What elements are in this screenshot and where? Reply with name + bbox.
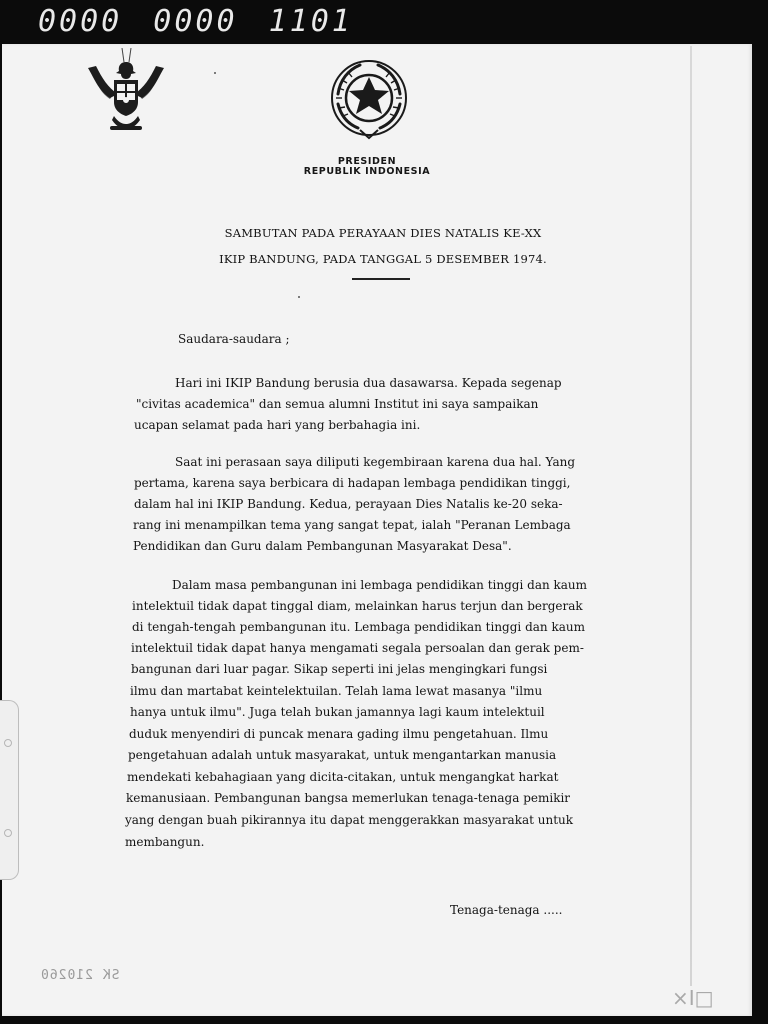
document-title-line-2: IKIP BANDUNG, PADA TANGGAL 5 DESEMBER 1974.	[219, 252, 547, 266]
document-title-line-1: SAMBUTAN PADA PERAYAAN DIES NATALIS KE-XX	[224, 226, 542, 240]
letterhead-line-2: REPUBLIK INDONESIA	[303, 166, 431, 177]
paragraph-line: dalam hal ini IKIP Bandung. Kedua, perayaan Dies Natalis ke-20 seka-	[134, 497, 563, 511]
punch-hole	[4, 739, 12, 747]
paragraph-line: di tengah-tengah pembangunan itu. Lembaga pendidikan tinggi dan kaum	[132, 620, 585, 634]
paragraph-line: Saat ini perasaan saya diliputi kegembiraan karena dua hal. Yang	[175, 455, 576, 469]
paragraph-line: intelektuil tidak dapat tinggal diam, melainkan harus terjun dan bergerak	[132, 599, 583, 613]
paragraph-line: pengetahuan adalah untuk masyarakat, untuk mengantarkan manusia	[128, 748, 557, 762]
paragraph-line: mendekati kebahagiaan yang dicita-citakan, untuk mengangkat harkat	[127, 770, 559, 784]
paragraph-line: bangunan dari luar pagar. Sikap seperti ini jelas mengingkari fungsi	[131, 662, 548, 676]
paragraph-line: rang ini menampilkan tema yang sangat tepat, ialah "Peranan Lembaga	[133, 518, 571, 532]
continuation-catchword: Tenaga-tenaga .....	[450, 903, 563, 917]
paragraph-line: pertama, karena saya berbicara di hadapan lembaga pendidikan tinggi,	[134, 476, 571, 490]
archive-stamp: SK 210260	[40, 968, 120, 983]
binding-tab	[0, 700, 19, 880]
salutation-text: Saudara-saudara ;	[178, 332, 290, 346]
paragraph-line: kemanusiaan. Pembangunan bangsa memerlukan tenaga-tenaga pemikir	[126, 791, 571, 805]
paragraph-line: Pendidikan dan Guru dalam Pembangunan Masyarakat Desa".	[133, 539, 512, 553]
paragraph-line: ilmu dan martabat keintelektuilan. Telah lama lewat masanya "ilmu	[130, 684, 543, 698]
ink-speck	[298, 296, 300, 298]
garuda-emblem-icon	[84, 48, 168, 134]
presidential-seal-icon	[326, 58, 412, 144]
film-frame-counter: 0000 0000 1101	[38, 4, 353, 39]
paragraph-line: Hari ini IKIP Bandung berusia dua dasawarsa. Kepada segenap	[175, 376, 562, 390]
paragraph-line: membangun.	[125, 835, 205, 849]
paragraph-line: ucapan selamat pada hari yang berbahagia ini.	[134, 418, 421, 432]
letterhead-line-1: PRESIDEN	[337, 156, 397, 167]
paragraph-line: "civitas academica" dan semua alumni Institut ini saya sampaikan	[136, 397, 539, 411]
title-underline	[352, 278, 410, 280]
paragraph-line: yang dengan buah pikirannya itu dapat menggerakkan masyarakat untuk	[125, 813, 574, 827]
paragraph-line: hanya untuk ilmu". Juga telah bukan jamannya lagi kaum intelektuil	[130, 705, 545, 719]
paragraph-line: intelektuil tidak dapat hanya mengamati segala persoalan dan gerak pem-	[131, 641, 584, 655]
paragraph-line: Dalam masa pembangunan ini lembaga pendidikan tinggi dan kaum	[172, 578, 588, 592]
ink-speck	[214, 72, 216, 74]
punch-hole	[4, 829, 12, 837]
paragraph-line: duduk menyendiri di puncak menara gading ilmu pengetahuan. Ilmu	[129, 727, 549, 741]
page-fold-line	[690, 46, 692, 986]
corner-mark: ×I□	[672, 986, 714, 1010]
